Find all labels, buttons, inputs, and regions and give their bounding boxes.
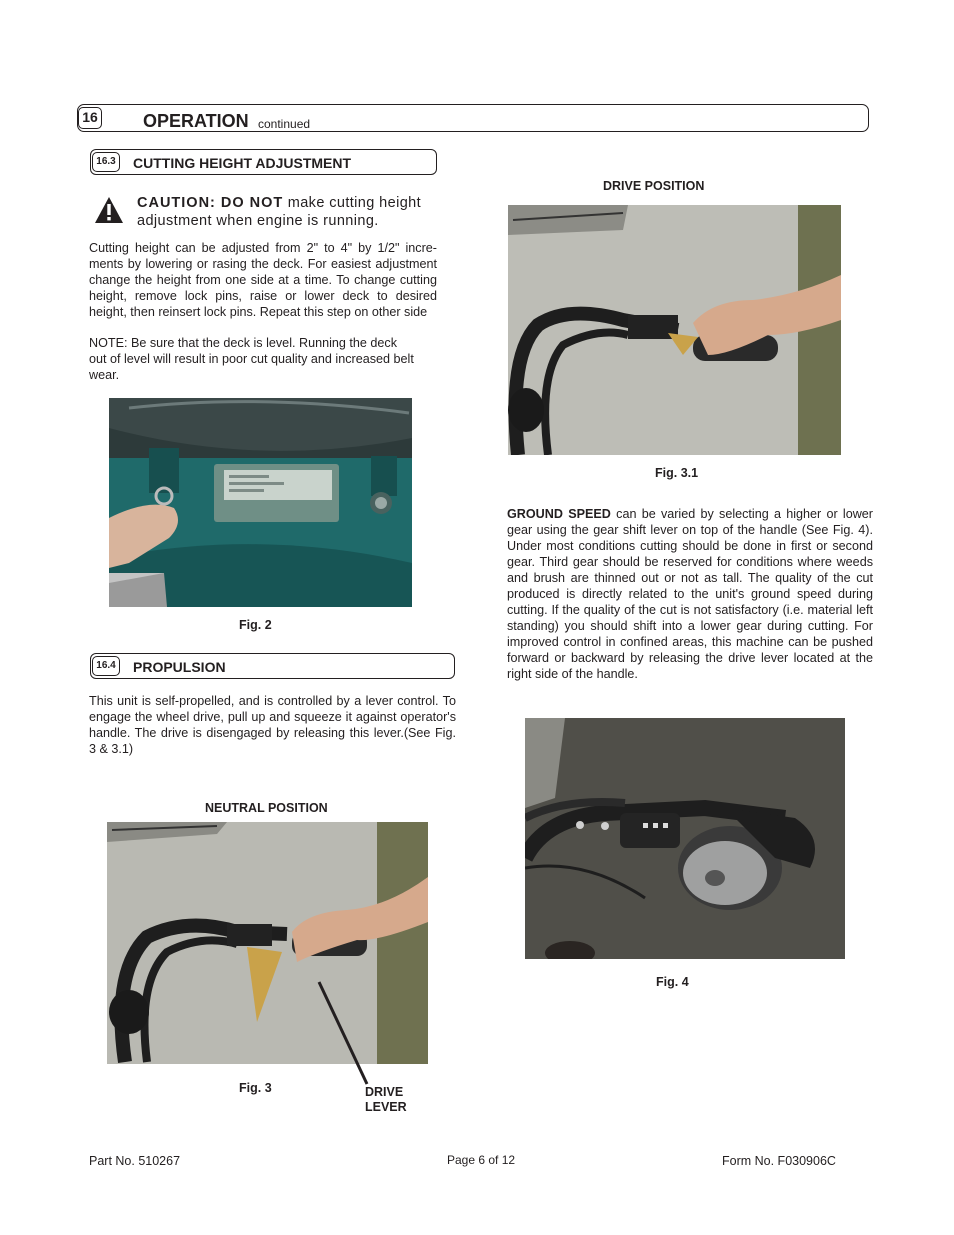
drive-lever-label-line2: LEVER — [365, 1100, 407, 1114]
footer-part-number: Part No. 510267 — [89, 1154, 181, 1168]
drive-lever-callout-line — [315, 978, 375, 1088]
footer-page-number: Page 6 of 12 — [447, 1153, 516, 1167]
caution-text — [137, 194, 439, 230]
cutting-note-line1: NOTE: Be sure that the deck is level. Running the deck — [89, 336, 398, 350]
subsection-propulsion-number: 16.4 — [92, 656, 120, 676]
cutting-paragraph: Cutting height can be adjusted from 2" to 4" by 1/2" incre-ments by lowering or rasing the deck. For easiest adjustment change the height from one side at a time. To change cutting height, remove lock pins, raise or lower deck to desired height, then reinsert lock pins. Repeat this step on other side — [89, 241, 437, 319]
drive-position-photo — [508, 205, 841, 455]
cutting-note — [89, 335, 437, 383]
ground-speed-paragraph — [507, 506, 873, 682]
subsection-cutting-title: CUTTING HEIGHT ADJUSTMENT — [133, 155, 352, 171]
gear-shift-photo — [525, 718, 845, 959]
section-title: OPERATION — [143, 111, 249, 131]
warning-triangle-icon — [94, 196, 124, 229]
subsection-propulsion-title: PROPULSION — [133, 659, 226, 675]
drive-lever-label-line1: DRIVE — [365, 1085, 404, 1099]
neutral-position-photo — [107, 822, 428, 1064]
section-continued: continued — [258, 117, 311, 131]
fig31-caption: Fig. 3.1 — [655, 466, 699, 480]
caution-rest: make cutting height adjustment when engine is running. — [137, 195, 422, 229]
fig3-caption: Fig. 3 — [239, 1081, 272, 1095]
footer-form-number: Form No. F030906C — [722, 1154, 836, 1168]
ground-speed-lead: GROUND SPEED — [507, 507, 611, 521]
drive-position-label: DRIVE POSITION — [603, 179, 705, 193]
propulsion-paragraph: This unit is self-propelled, and is controlled by a lever control. To engage the wheel drive, pull up and squeeze it against operator's handle. The drive is disengaged by releasing this lever.(See Fig. 3 & 3.1) — [89, 694, 456, 756]
fig2-caption: Fig. 2 — [239, 618, 272, 632]
drive-lever-label — [365, 1085, 407, 1115]
subsection-cutting-number: 16.3 — [92, 152, 120, 172]
ground-speed-rest: can be varied by selecting a higher or lower gear using the gear shift lever on top of the handle (See Fig. 4). Under most conditions cutting should be done in first or second gear. Third gear should be reserved for conditions where weeds and brush are thinned out or not as tall. The quality of the cut produced is directly related to the unit's ground speed during cutting. If the quality of the cut is not satisfactory (i.e. material left standing) you should shift into a lower gear during cutting. For improved control in confined areas, this machine can be pushed forward or backward by releasing the drive lever located at the right side of the handle. — [507, 507, 873, 681]
section-number: 16 — [78, 107, 102, 129]
caution-lead: CAUTION: DO NOT — [137, 195, 284, 211]
neutral-position-label: NEUTRAL POSITION — [205, 801, 328, 815]
deck-height-photo — [109, 398, 412, 607]
fig4-caption: Fig. 4 — [656, 975, 689, 989]
cutting-note-line2: out of level will result in poor cut quality and increased belt wear. — [89, 352, 414, 382]
